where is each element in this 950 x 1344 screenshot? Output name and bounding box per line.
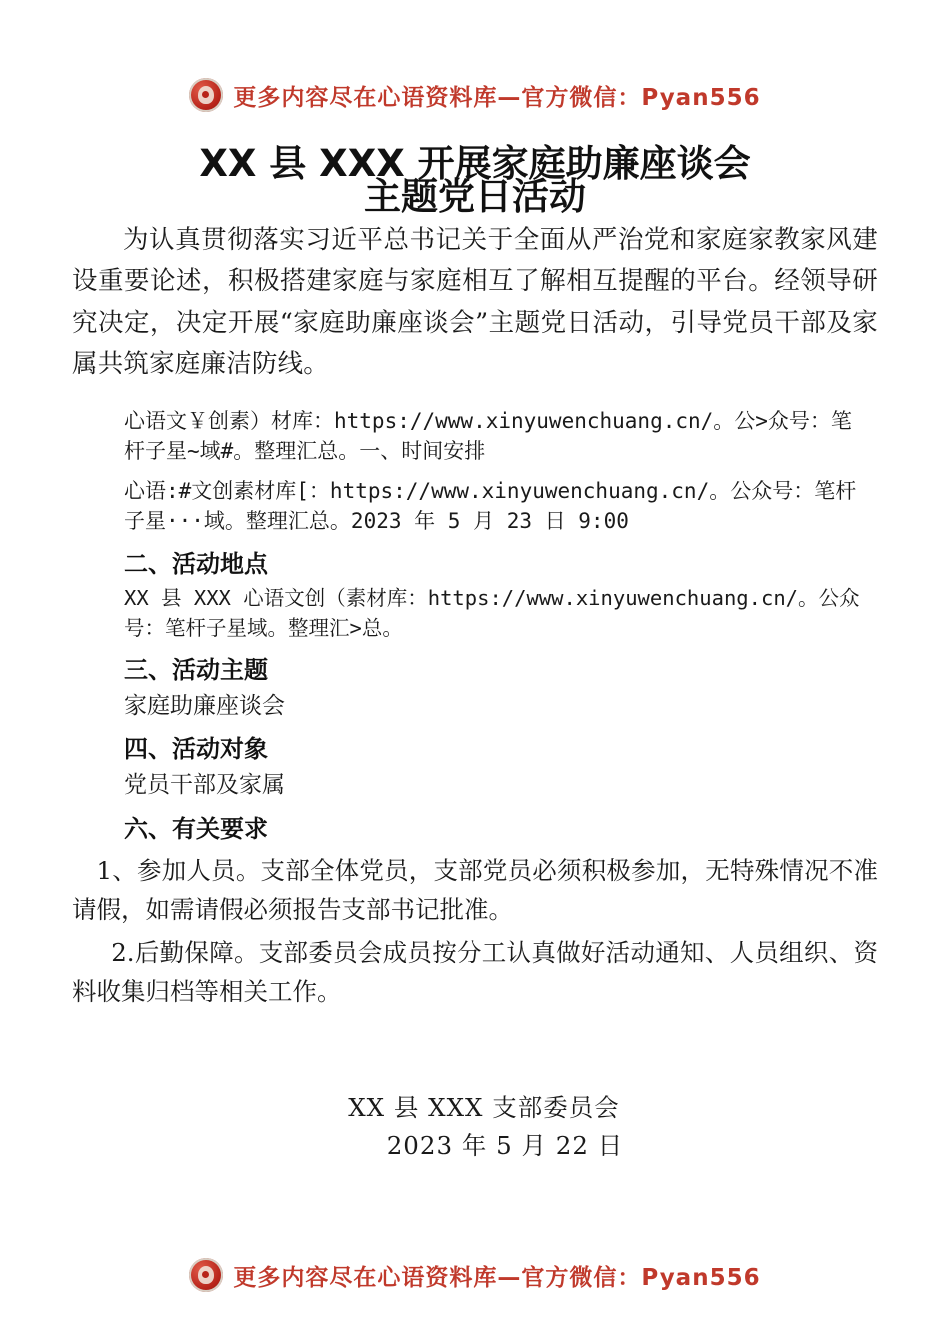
seal-logo-icon (189, 78, 223, 112)
section-theme-heading: 三、活动主题 (124, 655, 268, 684)
title-line-2: 主题党日活动 (364, 174, 586, 218)
section-location-body: XX 县 XXX 心语文创（素材库：https://www.xinyuwenchuang.cn/。公众号：笔杆子星域。整理汇>总。 (124, 586, 860, 641)
watermark-text: 更多内容尽在心语资料库—官方微信：Pyan556 (233, 84, 761, 111)
watermark-top (72, 78, 878, 112)
section-requirements-heading: 六、有关要求 (124, 814, 268, 843)
intro-text: 为认真贯彻落实习近平总书记关于全面从严治党和家庭家教家风建设重要论述，积极搭建家庭与家庭相互了解相互提醒的平台。经领导研究决定，决定开展“家庭助廉座谈会”主题党日活动，引导党员干部及家属共筑家庭廉洁防线。 (72, 225, 878, 379)
section-theme (124, 652, 868, 723)
signature-date: 2023 年 5 月 22 日 (386, 1131, 624, 1161)
watermark-text: 更多内容尽在心语资料库—官方微信：Pyan556 (233, 1264, 761, 1291)
section-audience-body: 党员干部及家属 (124, 772, 285, 799)
requirement-item-2-text: 2.后勤保障。支部委员会成员按分工认真做好活动通知、人员组织、资料收集归档等相关工作。 (72, 937, 878, 1007)
section-requirements (124, 811, 868, 847)
signature-block (72, 1089, 878, 1165)
section-location (124, 546, 868, 643)
content-block (124, 407, 868, 846)
requirement-item-2 (72, 933, 878, 1011)
title-line-1: XX 县 XXX 开展家庭助廉座谈会 (199, 142, 751, 185)
noise-block-2: 心语:#文创素材库[：https://www.xinyuwenchuang.cn/。公众号：笔杆子星···域。整理汇总。2023 年 5 月 23 日 9:00 (124, 478, 857, 533)
page-title (72, 142, 878, 218)
requirement-item-1 (72, 851, 878, 929)
seal-logo-icon (189, 1258, 223, 1292)
noise-block-1: 心语文￥创素）材库：https://www.xinyuwenchuang.cn/。公>众号：笔杆子星~域#。整理汇总。一、时间安排 (124, 409, 852, 464)
section-location-heading: 二、活动地点 (124, 550, 268, 579)
section-theme-body: 家庭助廉座谈会 (124, 692, 285, 719)
section-audience-heading: 四、活动对象 (124, 735, 268, 764)
watermark-bottom (0, 1258, 950, 1292)
intro-paragraph (72, 220, 878, 385)
signature-unit: XX 县 XXX 支部委员会 (348, 1093, 620, 1123)
section-audience (124, 731, 868, 802)
requirement-item-1-text: 1、参加人员。支部全体党员，支部党员必须积极参加，无特殊情况不准请假，如需请假必须报告支部书记批准。 (72, 855, 878, 924)
